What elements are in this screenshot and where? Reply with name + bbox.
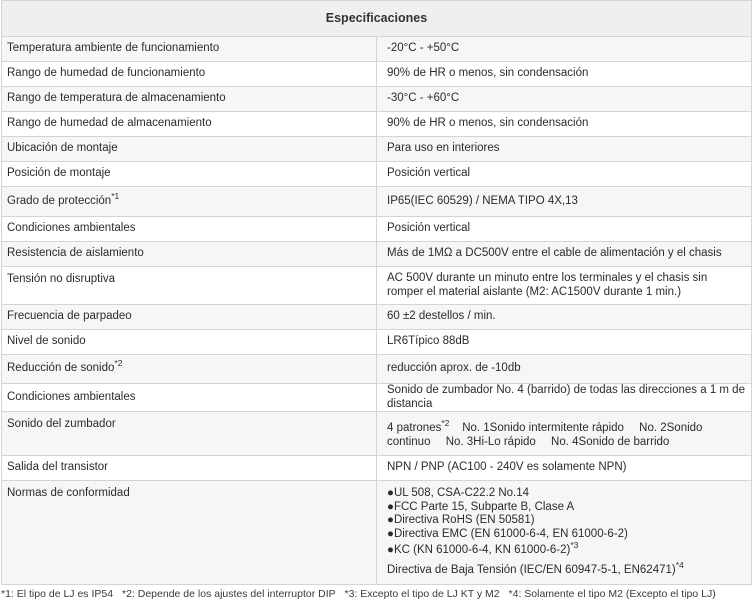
row-label: Normas de conformidad bbox=[2, 481, 377, 585]
row-label bbox=[2, 187, 377, 217]
footnote-marker: *3 bbox=[570, 540, 579, 550]
row-value: LR6Típico 88dB bbox=[377, 330, 752, 355]
row-value: Para uso en interiores bbox=[377, 137, 752, 162]
row-label: Rango de temperatura de almacenamiento bbox=[2, 87, 377, 112]
table-row bbox=[2, 187, 752, 217]
row-label: Rango de humedad de almacenamiento bbox=[2, 112, 377, 137]
row-value: Posición vertical bbox=[377, 217, 752, 242]
row-value: Posición vertical bbox=[377, 162, 752, 187]
row-label: Nivel de sonido bbox=[2, 330, 377, 355]
row-label: Condiciones ambientales bbox=[2, 384, 377, 412]
table-row bbox=[2, 112, 752, 137]
standard-text: Directiva de Baja Tensión (IEC/EN 60947-5-1, EN62471) bbox=[387, 563, 676, 576]
standard-item: ●FCC Parte 15, Subparte B, Clase A bbox=[387, 500, 575, 513]
row-label bbox=[2, 355, 377, 384]
row-label: Temperatura ambiente de funcionamiento bbox=[2, 37, 377, 62]
footnote-marker: *1 bbox=[111, 190, 120, 201]
row-label: Resistencia de aislamiento bbox=[2, 242, 377, 267]
row-label: Condiciones ambientales bbox=[2, 217, 377, 242]
row-value: -30°C - +60°C bbox=[377, 87, 752, 112]
table-row bbox=[2, 137, 752, 162]
row-value: NPN / PNP (AC100 - 240V es solamente NPN) bbox=[377, 456, 752, 481]
row-label-text: Grado de protección bbox=[7, 194, 112, 207]
table-row bbox=[2, 355, 752, 384]
table-row bbox=[2, 217, 752, 242]
table-row bbox=[2, 456, 752, 481]
table-row bbox=[2, 242, 752, 267]
standard-item: ●Directiva EMC (EN 61000-6-4, EN 61000-6-2) bbox=[387, 527, 628, 540]
table-row bbox=[2, 330, 752, 355]
row-label: Rango de humedad de funcionamiento bbox=[2, 62, 377, 87]
table-row bbox=[2, 305, 752, 330]
row-value: 90% de HR o menos, sin condensación bbox=[377, 62, 752, 87]
buzzer-sound-1: No. 1Sonido intermitente rápido bbox=[462, 422, 624, 434]
table-header: Especificaciones bbox=[2, 1, 752, 37]
footnote: *2: Depende de los ajustes del interruptor DIP bbox=[122, 588, 336, 600]
table-row bbox=[2, 412, 752, 456]
table-row bbox=[2, 384, 752, 412]
table-row bbox=[2, 37, 752, 62]
table-row bbox=[2, 87, 752, 112]
buzzer-sound-3: No. 3Hi-Lo rápido bbox=[445, 435, 536, 448]
footnote-marker: *4 bbox=[675, 559, 684, 570]
row-value: AC 500V durante un minuto entre los terminales y el chasis sin romper el material aislante (M2: AC1500V durante 1 min.) bbox=[377, 267, 752, 305]
row-value bbox=[377, 412, 752, 456]
footnotes bbox=[1, 588, 752, 600]
row-label: Salida del transistor bbox=[2, 456, 377, 481]
row-value: Sonido de zumbador No. 4 (barrido) de todas las direcciones a 1 m de distancia bbox=[377, 384, 752, 412]
footnote-marker: *2 bbox=[114, 358, 123, 369]
standard-item bbox=[387, 540, 745, 558]
footnote: *3: Excepto el tipo de LJ KT y M2 bbox=[344, 588, 500, 600]
row-value: reducción aprox. de -10db bbox=[377, 355, 752, 384]
row-label: Ubicación de montaje bbox=[2, 137, 377, 162]
standard-text: ●KC (KN 61000-6-4, KN 61000-6-2) bbox=[387, 544, 571, 556]
row-value: IP65(IEC 60529) / NEMA TIPO 4X,13 bbox=[377, 187, 752, 217]
standard-item bbox=[387, 559, 745, 578]
row-label: Tensión no disruptiva bbox=[2, 267, 377, 305]
row-value: 60 ±2 destellos / min. bbox=[377, 305, 752, 330]
row-value: 90% de HR o menos, sin condensación bbox=[377, 112, 752, 137]
row-value bbox=[377, 481, 752, 585]
footnote: *4: Solamente el tipo M2 (Excepto el tipo LJ) bbox=[508, 588, 716, 600]
row-label: Posición de montaje bbox=[2, 162, 377, 187]
table-row bbox=[2, 267, 752, 305]
footnote: *1: El tipo de LJ es IP54 bbox=[1, 588, 114, 600]
row-value: Más de 1MΩ a DC500V entre el cable de alimentación y el chasis bbox=[377, 242, 752, 267]
buzzer-sound-4: No. 4Sonido de barrido bbox=[551, 435, 670, 448]
standard-item: ●Directiva RoHS (EN 50581) bbox=[387, 514, 535, 526]
row-label: Sonido del zumbador bbox=[2, 412, 377, 456]
standard-item: ●UL 508, CSA-C22.2 No.14 bbox=[387, 487, 530, 499]
buzzer-sound-2: No. 2Sonido continuo bbox=[387, 422, 703, 448]
row-value: -20°C - +50°C bbox=[377, 37, 752, 62]
specifications-table bbox=[1, 0, 752, 585]
buzzer-patterns: 4 patrones bbox=[387, 422, 442, 434]
table-row bbox=[2, 162, 752, 187]
row-label: Frecuencia de parpadeo bbox=[2, 305, 377, 330]
row-label-text: Reducción de sonido bbox=[7, 362, 115, 375]
table-row bbox=[2, 481, 752, 585]
table-row bbox=[2, 62, 752, 87]
footnote-marker: *2 bbox=[441, 418, 450, 428]
